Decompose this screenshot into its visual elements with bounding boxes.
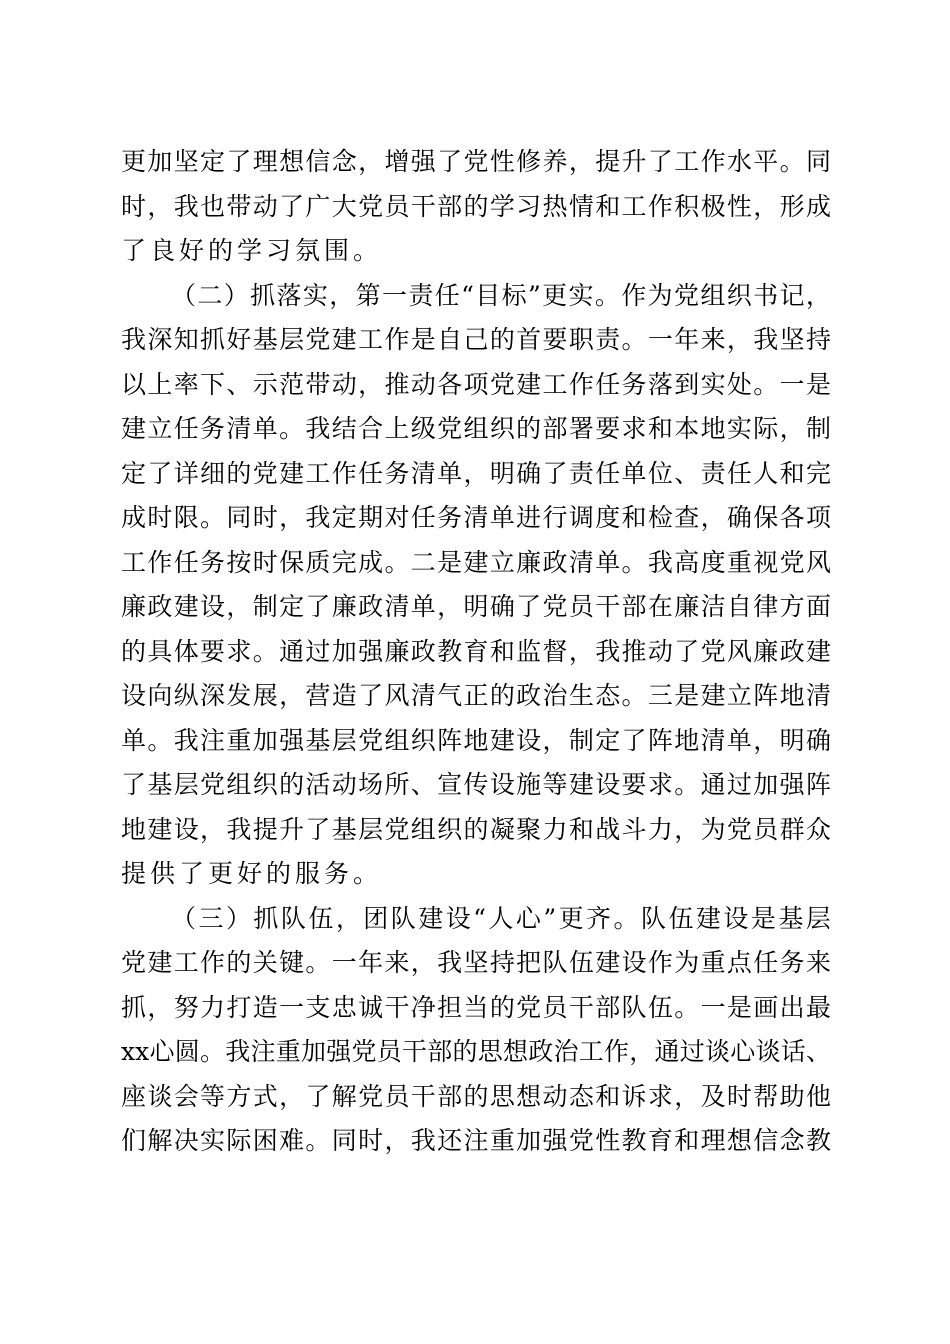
text-line: 的 具 体 要 求 。 通 过 加 强 廉 政 教 育 和 监 督 ， 我 推 动 了 党 风 廉 政 建 xyxy=(121,636,831,666)
text-line: 了 基 层 党 组 织 的 活 动 场 所 、 宣 传 设 施 等 建 设 要 求 。 通 过 加 强 阵 xyxy=(121,770,831,799)
text-line: 建 立 任 务 清 单 。 我 结 合 上 级 党 组 织 的 部 署 要 求 和 本 地 实 际 ， 制 xyxy=(121,414,831,443)
text-line: 廉 政 建 设 ， 制 定 了 廉 政 清 单 ， 明 确 了 党 员 干 部 在 廉 洁 自 律 方 面 xyxy=(121,592,831,621)
text-line: 更 加 坚 定 了 理 想 信 念 ， 增 强 了 党 性 修 养 ， 提 升 了 工 作 水 平 。 同 xyxy=(121,147,831,176)
text-line: xx 心 圆 。 我 注 重 加 强 党 员 干 部 的 思 想 政 治 工 作 ， 通 过 谈 心 谈 话 、 xyxy=(121,1037,831,1066)
text-line: 我 深 知 抓 好 基 层 党 建 工 作 是 自 己 的 首 要 职 责 。 一 年 来 ， 我 坚 持 xyxy=(121,325,831,354)
text-line: 定 了 详 细 的 党 建 工 作 任 务 清 单 ， 明 确 了 责 任 单 位 、 责 任 人 和 完 xyxy=(121,458,831,488)
text-line: 以 上 率 下 、 示 范 带 动 ， 推 动 各 项 党 建 工 作 任 务 落 到 实 处 。 一 是 xyxy=(121,369,831,399)
text-line: 提供了更好的服务。 xyxy=(121,859,383,888)
text-line: 设 向 纵 深 发 展 ， 营 造 了 风 清 气 正 的 政 治 生 态 。 三 是 建 立 阵 地 清 xyxy=(121,681,831,710)
text-line: 工 作 任 务 按 时 保 质 完 成 。 二 是 建 立 廉 政 清 单 。 我 高 度 重 视 党 风 xyxy=(121,547,831,577)
text-line: 党 建 工 作 的 关 键 。 一 年 来 ， 我 坚 持 把 队 伍 建 设 作 为 重 点 任 务 来 xyxy=(121,948,831,977)
text-line: 座 谈 会 等 方 式 ， 了 解 党 员 干 部 的 思 想 动 态 和 诉 求 ， 及 时 帮 助 他 xyxy=(121,1081,831,1111)
text-line: 时 ， 我 也 带 动 了 广 大 党 员 干 部 的 学 习 热 情 和 工 作 积 极 性 ， 形 成 xyxy=(121,191,831,221)
text-line: 成 时 限 。 同 时 ， 我 定 期 对 任 务 清 单 进 行 调 度 和 检 查 ， 确 保 各 项 xyxy=(121,503,831,532)
text-line: 们 解 决 实 际 困 难 。 同 时 ， 我 还 注 重 加 强 党 性 教 育 和 理 想 信 念 教 xyxy=(121,1126,831,1155)
section-heading-line: （ 三 ） 抓 队 伍 ， 团 队 建 设 “ 人 心 ” 更 齐 。 队 伍 建 设 是 基 层 xyxy=(171,903,831,933)
text-line: 地 建 设 ， 我 提 升 了 基 层 党 组 织 的 凝 聚 力 和 战 斗 力 ， 为 党 员 群 众 xyxy=(121,814,831,844)
text-line: 抓 ， 努 力 打 造 一 支 忠 诚 干 净 担 当 的 党 员 干 部 队 伍 。 一 是 画 出 最 xyxy=(121,992,831,1022)
text-line: 单 。 我 注 重 加 强 基 层 党 组 织 阵 地 建 设 ， 制 定 了 阵 地 清 单 ， 明 确 xyxy=(121,725,831,755)
text-line: 了良好的学习氛围。 xyxy=(121,236,383,265)
section-heading-line: （ 二 ） 抓 落 实 ， 第 一 责 任 “ 目 标 ” 更 实 。 作 为 党 组 织 书 记 ， xyxy=(171,280,831,310)
body-text xyxy=(121,140,831,1164)
